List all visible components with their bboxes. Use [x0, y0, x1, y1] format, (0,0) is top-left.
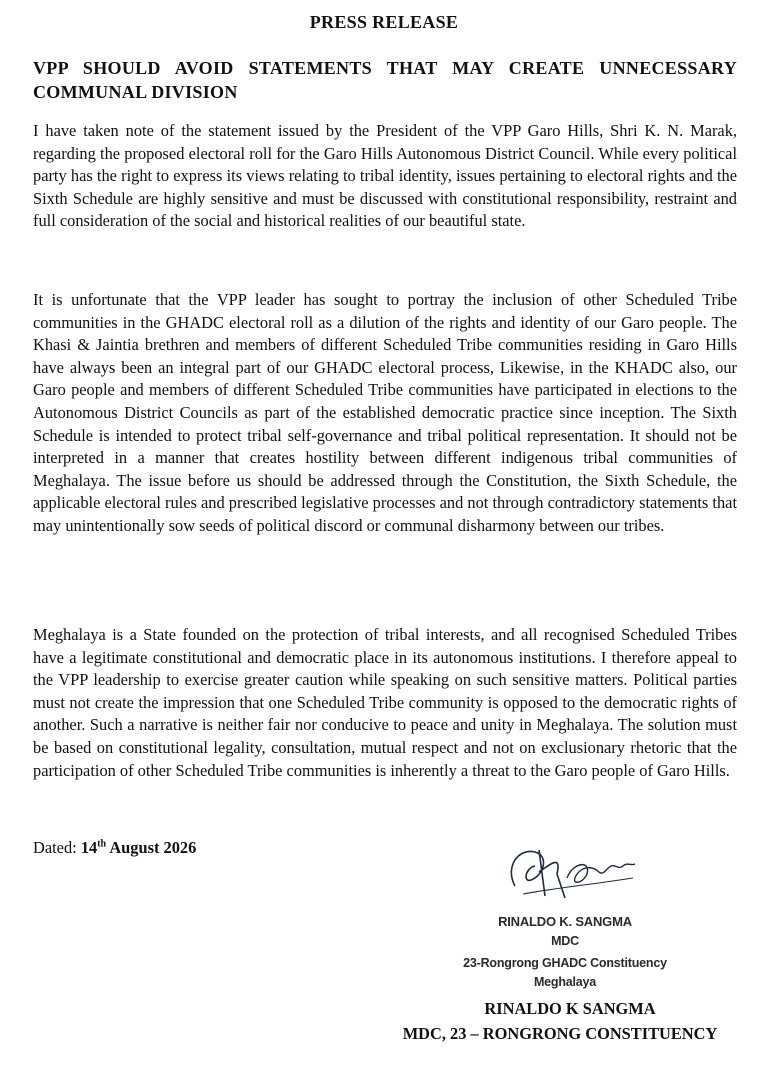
stamp-title: MDC	[551, 934, 579, 948]
date-line	[33, 838, 196, 858]
stamp-name: RINALDO K. SANGMA	[498, 914, 632, 929]
body-paragraph-2: It is unfortunate that the VPP leader has sought to portray the inclusion of other Scheduled Tribe communities in the GHADC electoral roll as a dilution of the rights and identity of our Garo people. The Khasi & Jaintia brethren and members of different Scheduled Tribe communities residing in Garo Hills have always been an integral part of our GHADC electoral process, Likewise, in the KHADC also, our Garo people and members of different Scheduled Tribe communities have participated in elections to the Autonomous District Councils as part of the established democratic practice since inception. The Sixth Schedule is intended to protect tribal self-governance and tribal political representation. It should not be interpreted in a manner that creates hostility between different indigenous tribal communities of Meghalaya. The issue before us should be addressed through the Constitution, the Sixth Schedule, the applicable electoral rules and prescribed legislative processes and not through contradictory statements that may unintentionally sow seeds of political discord or communal disharmony between our tribes.	[33, 290, 737, 535]
body-paragraph-1: I have taken note of the statement issued by the President of the VPP Garo Hills, Shri K. N. Marak, regarding the proposed electoral roll for the Garo Hills Autonomous District Council. While every political party has the right to express its views relating to tribal identity, issues pertaining to electoral rights and the Sixth Schedule are highly sensitive and must be discussed with constitutional responsibility, restraint and full consideration of the social and historical realities of our beautiful state.	[33, 121, 737, 231]
stamp-constituency: 23-Rongrong GHADC Constituency	[463, 956, 667, 970]
headline: VPP SHOULD AVOID STATEMENTS THAT MAY CREATE UNNECESSARY COMMUNAL DIVISION	[33, 58, 737, 102]
signatory-name: RINALDO K SANGMA	[484, 999, 656, 1018]
signatory-title: MDC, 23 – RONGRONG CONSTITUENCY	[402, 1024, 718, 1043]
body-paragraph-3: Meghalaya is a State founded on the protection of tribal interests, and all recognised Scheduled Tribes have a legitimate constitutional and democratic place in its autonomous institutions. I therefore appeal to the VPP leadership to exercise greater caution while speaking on such sensitive matters. Political parties must not create the impression that one Scheduled Tribe community is opposed to the democratic rights of another. Such a narrative is neither fair nor conducive to peace and unity in Meghalaya. The solution must be based on constitutional legality, consultation, mutual respect and not on exclusionary rhetoric that the participation of other Scheduled Tribe communities is inherently a threat to the Garo people of Garo Hills.	[33, 625, 737, 780]
official-stamp	[440, 838, 690, 988]
date-month-year: August 2026	[109, 838, 197, 857]
date-label: Dated:	[33, 838, 77, 857]
date-day-suffix: th	[97, 838, 107, 850]
handwritten-signature	[495, 838, 645, 908]
date-day: 14	[80, 838, 98, 857]
stamp-state: Meghalaya	[533, 975, 597, 989]
page-title: PRESS RELEASE	[309, 12, 459, 32]
